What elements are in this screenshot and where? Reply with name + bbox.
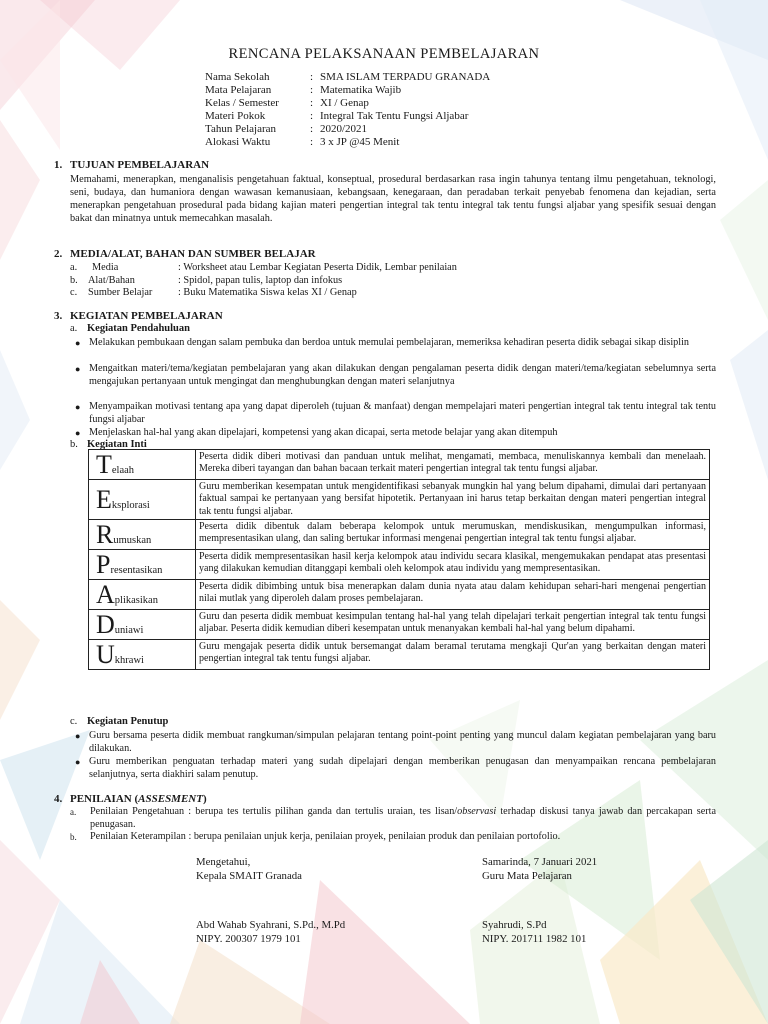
document-title: RENCANA PELAKSANAAN PEMBELAJARAN xyxy=(228,46,540,62)
subsection-c-heading xyxy=(70,716,168,727)
subsection-a-heading xyxy=(70,323,190,334)
item-letter: b. xyxy=(70,832,77,842)
right-signature-block xyxy=(482,855,597,883)
signer-name: Syahrudi, S.Pd xyxy=(482,919,547,931)
bullet-dot-icon: ● xyxy=(75,402,81,412)
identity-label: Tahun Pelajaran xyxy=(205,123,277,135)
media-item xyxy=(70,275,457,288)
media-value: : Buku Matematika Siswa kelas XI / Genap xyxy=(178,287,357,298)
identity-row xyxy=(205,110,490,123)
identity-colon: : xyxy=(310,97,314,109)
signer-name: Abd Wahab Syahrani, S.Pd., M.Pd xyxy=(196,919,346,931)
term-initial: U xyxy=(96,639,115,669)
term-rest: uniawi xyxy=(114,624,144,636)
activity-description: Peserta didik dibimbing untuk bisa menerapkan dalam dunia nyata atau dalam kehidupan sehari-hari mengenai pengertian nilai mutlak yang diperoleh dalam proses pembelajaran. xyxy=(196,579,710,609)
media-item xyxy=(70,262,457,275)
section-number: 4. xyxy=(54,793,63,805)
signature-role: Kepala SMAIT Granada xyxy=(196,870,302,882)
media-list xyxy=(70,262,457,300)
activity-term xyxy=(89,480,196,520)
identity-colon: : xyxy=(310,71,314,83)
signature-line: Mengetahui, xyxy=(196,856,251,868)
media-label: Media xyxy=(92,262,119,273)
table-row xyxy=(89,549,710,579)
intro-bullet xyxy=(75,427,716,440)
identity-value: 3 x JP @45 Menit xyxy=(320,136,400,148)
activity-term xyxy=(89,639,196,669)
intro-bullet xyxy=(75,337,716,350)
term-rest: plikasikan xyxy=(114,594,158,606)
section-3-heading xyxy=(54,310,223,322)
bullet-dot-icon: ● xyxy=(75,428,81,438)
left-signature-block xyxy=(196,855,302,883)
table-row xyxy=(89,609,710,639)
closing-bullet xyxy=(75,756,716,781)
assessment-text: Penilaian Keterampilan : berupa penilaian unjuk kerja, penilaian proyek, penilaian produk dan penilaian portofolio. xyxy=(90,831,561,842)
intro-bullet xyxy=(75,401,716,426)
table-row xyxy=(89,579,710,609)
activity-description: Guru dan peserta didik membuat kesimpulan tentang hal-hal yang telah dipelajari terkait pengertian integral tak tentu fungsi aljabar. Peserta didik kemudian diberi kesempatan untuk menanyakan kembali hal-hal yang belum dipahami. xyxy=(196,609,710,639)
identity-value: XI / Genap xyxy=(320,97,369,109)
section-title: KEGIATAN PEMBELAJARAN xyxy=(70,310,223,322)
section-title-emphasis: ASSESMENT xyxy=(138,793,203,805)
activity-description: Peserta didik dibentuk dalam beberapa kelompok untuk merumuskan, mendiskusikan, mengumpulkan informasi, mempresentasikan ulang, dan saling bertukar informasi mengenai pengertian integral tak tentu fungsi aljabar. xyxy=(196,519,710,549)
identity-value: Integral Tak Tentu Fungsi Aljabar xyxy=(320,110,469,122)
term-initial: P xyxy=(96,549,111,579)
item-letter: c. xyxy=(70,287,78,298)
activity-description: Peserta didik mempresentasikan hasil kerja kelompok atau individu secara klasikal, mengemukakan pendapat atas presentasi yang dilakukan kemudian ditanggapi kembali oleh kelompok atau individu yang mempresentasikan. xyxy=(196,549,710,579)
identity-value: Matematika Wajib xyxy=(320,84,402,96)
section-4-heading xyxy=(54,793,207,805)
media-label: Sumber Belajar xyxy=(88,287,153,298)
right-signer xyxy=(482,918,586,946)
activity-description: Guru memberikan kesempatan untuk mengidentifikasi sebanyak mungkin hal yang belum dipahami, dimulai dari pertanyaan faktual sampai ke pertanyaan yang bersifat hipotetik. Pertanyaan ini harus tetap berkaitan dengan materi pengertian integral tak tentu fungsi aljabar. xyxy=(196,480,710,520)
section-2-heading xyxy=(54,248,316,260)
signature-role: Guru Mata Pelajaran xyxy=(482,870,572,882)
term-initial: D xyxy=(96,609,115,639)
identity-row xyxy=(205,97,490,110)
identity-row xyxy=(205,136,490,149)
table-row xyxy=(89,519,710,549)
assessment-text-post: terhadap diskusi tanya jawab dan percakapan serta penugasan. xyxy=(90,806,716,830)
item-letter: a. xyxy=(70,262,78,273)
media-label: Alat/Bahan xyxy=(88,274,135,286)
identity-label: Materi Pokok xyxy=(205,110,266,122)
media-item xyxy=(70,287,457,300)
assessment-item xyxy=(70,831,716,844)
signature-date: Samarinda, 7 Januari 2021 xyxy=(482,856,598,868)
section-number: 3. xyxy=(54,310,63,322)
signer-id: NIPY. 201711 1982 101 xyxy=(482,933,587,945)
section-title: MEDIA/ALAT, BAHAN DAN SUMBER BELAJAR xyxy=(70,248,316,260)
term-initial: R xyxy=(96,519,114,549)
bullet-text: Guru bersama peserta didik membuat rangkuman/simpulan pelajaran tentang point-point penting yang muncul dalam kegiatan pembelajaran yang baru dilakukan. xyxy=(89,730,716,754)
objective-paragraph: Memahami, menerapkan, menganalisis pengetahuan faktual, konseptual, prosedural berdasarkan rasa ingin tahunya tentang ilmu pengetahuan, teknologi, seni, budaya, dan humaniora dengan wawasan kemanusiaan, kebangsaan, kenegaraan, dan peradaban terkait penyebab fenomena dan kejadian, serta menerapkan pengetahuan prosedural pada bidang kajian materi pengertian integral tak tentu integral tak tentu fungsi aljabar yang spesifik sesuai dengan bakat dan minatnya untuk memecahkan masalah. xyxy=(70,174,716,224)
activity-term xyxy=(89,609,196,639)
identity-row xyxy=(205,123,490,136)
subsection-title: Kegiatan Inti xyxy=(87,439,147,450)
assessment-item xyxy=(70,806,716,831)
identity-value: SMA ISLAM TERPADU GRANADA xyxy=(320,71,491,83)
identity-colon: : xyxy=(310,123,314,135)
activity-description: Peserta didik diberi motivasi dan panduan untuk melihat, mengamati, membaca, menuliskannya kembali dan menelaah. Mereka diberi tayangan dan bahan bacaan terkait materi pengertian integral tak tentu fungsi aljabar. xyxy=(196,450,710,480)
bullet-dot-icon: ● xyxy=(75,731,81,741)
identity-value: 2020/2021 xyxy=(320,123,368,135)
table-row xyxy=(89,450,710,480)
identity-row xyxy=(205,71,490,84)
section-title-post: ) xyxy=(202,793,207,805)
signer-id: NIPY. 200307 1979 101 xyxy=(196,933,301,945)
bullet-text: Guru memberikan penguatan terhadap materi yang sudah dipelajari dengan memberikan penugasan dan menyampaikan rencana pembelajaran selanjutnya, serta diakhiri salam penutup. xyxy=(89,756,716,780)
closing-bullet xyxy=(75,730,716,755)
subsection-letter: b. xyxy=(70,439,78,450)
assessment-text-emphasis: observasi xyxy=(457,806,497,817)
term-initial: T xyxy=(96,450,112,479)
subsection-title: Kegiatan Penutup xyxy=(87,716,169,727)
identity-label: Kelas / Semester xyxy=(205,97,279,109)
table-row xyxy=(89,480,710,520)
identity-colon: : xyxy=(310,110,314,122)
assessment-text-pre: Penilaian Pengetahuan : berupa tes tertulis pilihan ganda dan tertulis uraian, tes lisan/ xyxy=(90,806,458,817)
core-activity-table xyxy=(88,449,710,670)
identity-colon: : xyxy=(310,84,314,96)
identity-table xyxy=(205,71,490,149)
identity-label: Mata Pelajaran xyxy=(205,84,272,96)
section-number: 2. xyxy=(54,248,63,260)
bullet-text: Melakukan pembukaan dengan salam pembuka dan berdoa untuk memulai pembelajaran, memeriksa kehadiran peserta didik sebagai sikap disiplin xyxy=(89,337,690,348)
media-value: : Spidol, papan tulis, laptop dan infokus xyxy=(178,274,343,286)
term-rest: resentasikan xyxy=(110,564,163,576)
term-rest: khrawi xyxy=(114,654,144,666)
section-1-heading xyxy=(54,159,209,171)
activity-description: Guru mengajak peserta didik untuk bersemangat dalam beramal terutama mengkaji Qur'an yang berkaitan dengan materi pengertian integral tak tentu fungsi aljabar. xyxy=(196,639,710,669)
left-signer xyxy=(196,918,345,946)
bullet-dot-icon: ● xyxy=(75,338,81,348)
subsection-letter: a. xyxy=(70,323,78,334)
activity-term xyxy=(89,579,196,609)
term-initial: A xyxy=(96,579,115,609)
term-rest: elaah xyxy=(111,465,135,476)
activity-term xyxy=(89,549,196,579)
term-rest: umuskan xyxy=(113,534,152,546)
section-title: TUJUAN PEMBELAJARAN xyxy=(70,159,210,171)
section-title-pre: PENILAIAN ( xyxy=(70,793,139,805)
bullet-text: Menjelaskan hal-hal yang akan dipelajari, kompetensi yang akan dicapai, serta metode belajar yang akan ditempuh xyxy=(89,427,558,438)
identity-colon: : xyxy=(310,136,314,148)
identity-label: Alokasi Waktu xyxy=(205,136,271,148)
term-initial: E xyxy=(96,484,112,514)
bullet-text: Mengaitkan materi/tema/kegiatan pembelajaran yang akan dilakukan dengan pengalaman peserta didik dengan materi/tema/kegiatan sebelumnya serta mengajukan pertanyaan untuk mengingat dan menghubungkan dengan materi selanjutnya xyxy=(89,363,716,387)
term-rest: ksplorasi xyxy=(111,499,150,511)
bullet-text: Menyampaikan motivasi tentang apa yang dapat diperoleh (tujuan & manfaat) dengan mempelajari materi pengertian integral tak tentu integral tak tentu fungsi aljabar xyxy=(89,401,716,425)
subsection-title: Kegiatan Pendahuluan xyxy=(87,323,190,334)
bullet-dot-icon: ● xyxy=(75,757,81,767)
table-row xyxy=(89,639,710,669)
bullet-dot-icon: ● xyxy=(75,364,81,374)
item-letter: b. xyxy=(70,274,78,286)
identity-label: Nama Sekolah xyxy=(205,71,270,83)
identity-row xyxy=(205,84,490,97)
activity-term xyxy=(89,450,196,480)
media-value: : Worksheet atau Lembar Kegiatan Peserta Didik, Lembar penilaian xyxy=(178,262,457,273)
section-number: 1. xyxy=(54,159,63,171)
item-letter: a. xyxy=(70,807,77,817)
activity-term xyxy=(89,519,196,549)
intro-bullet xyxy=(75,363,716,388)
subsection-letter: c. xyxy=(70,716,78,727)
